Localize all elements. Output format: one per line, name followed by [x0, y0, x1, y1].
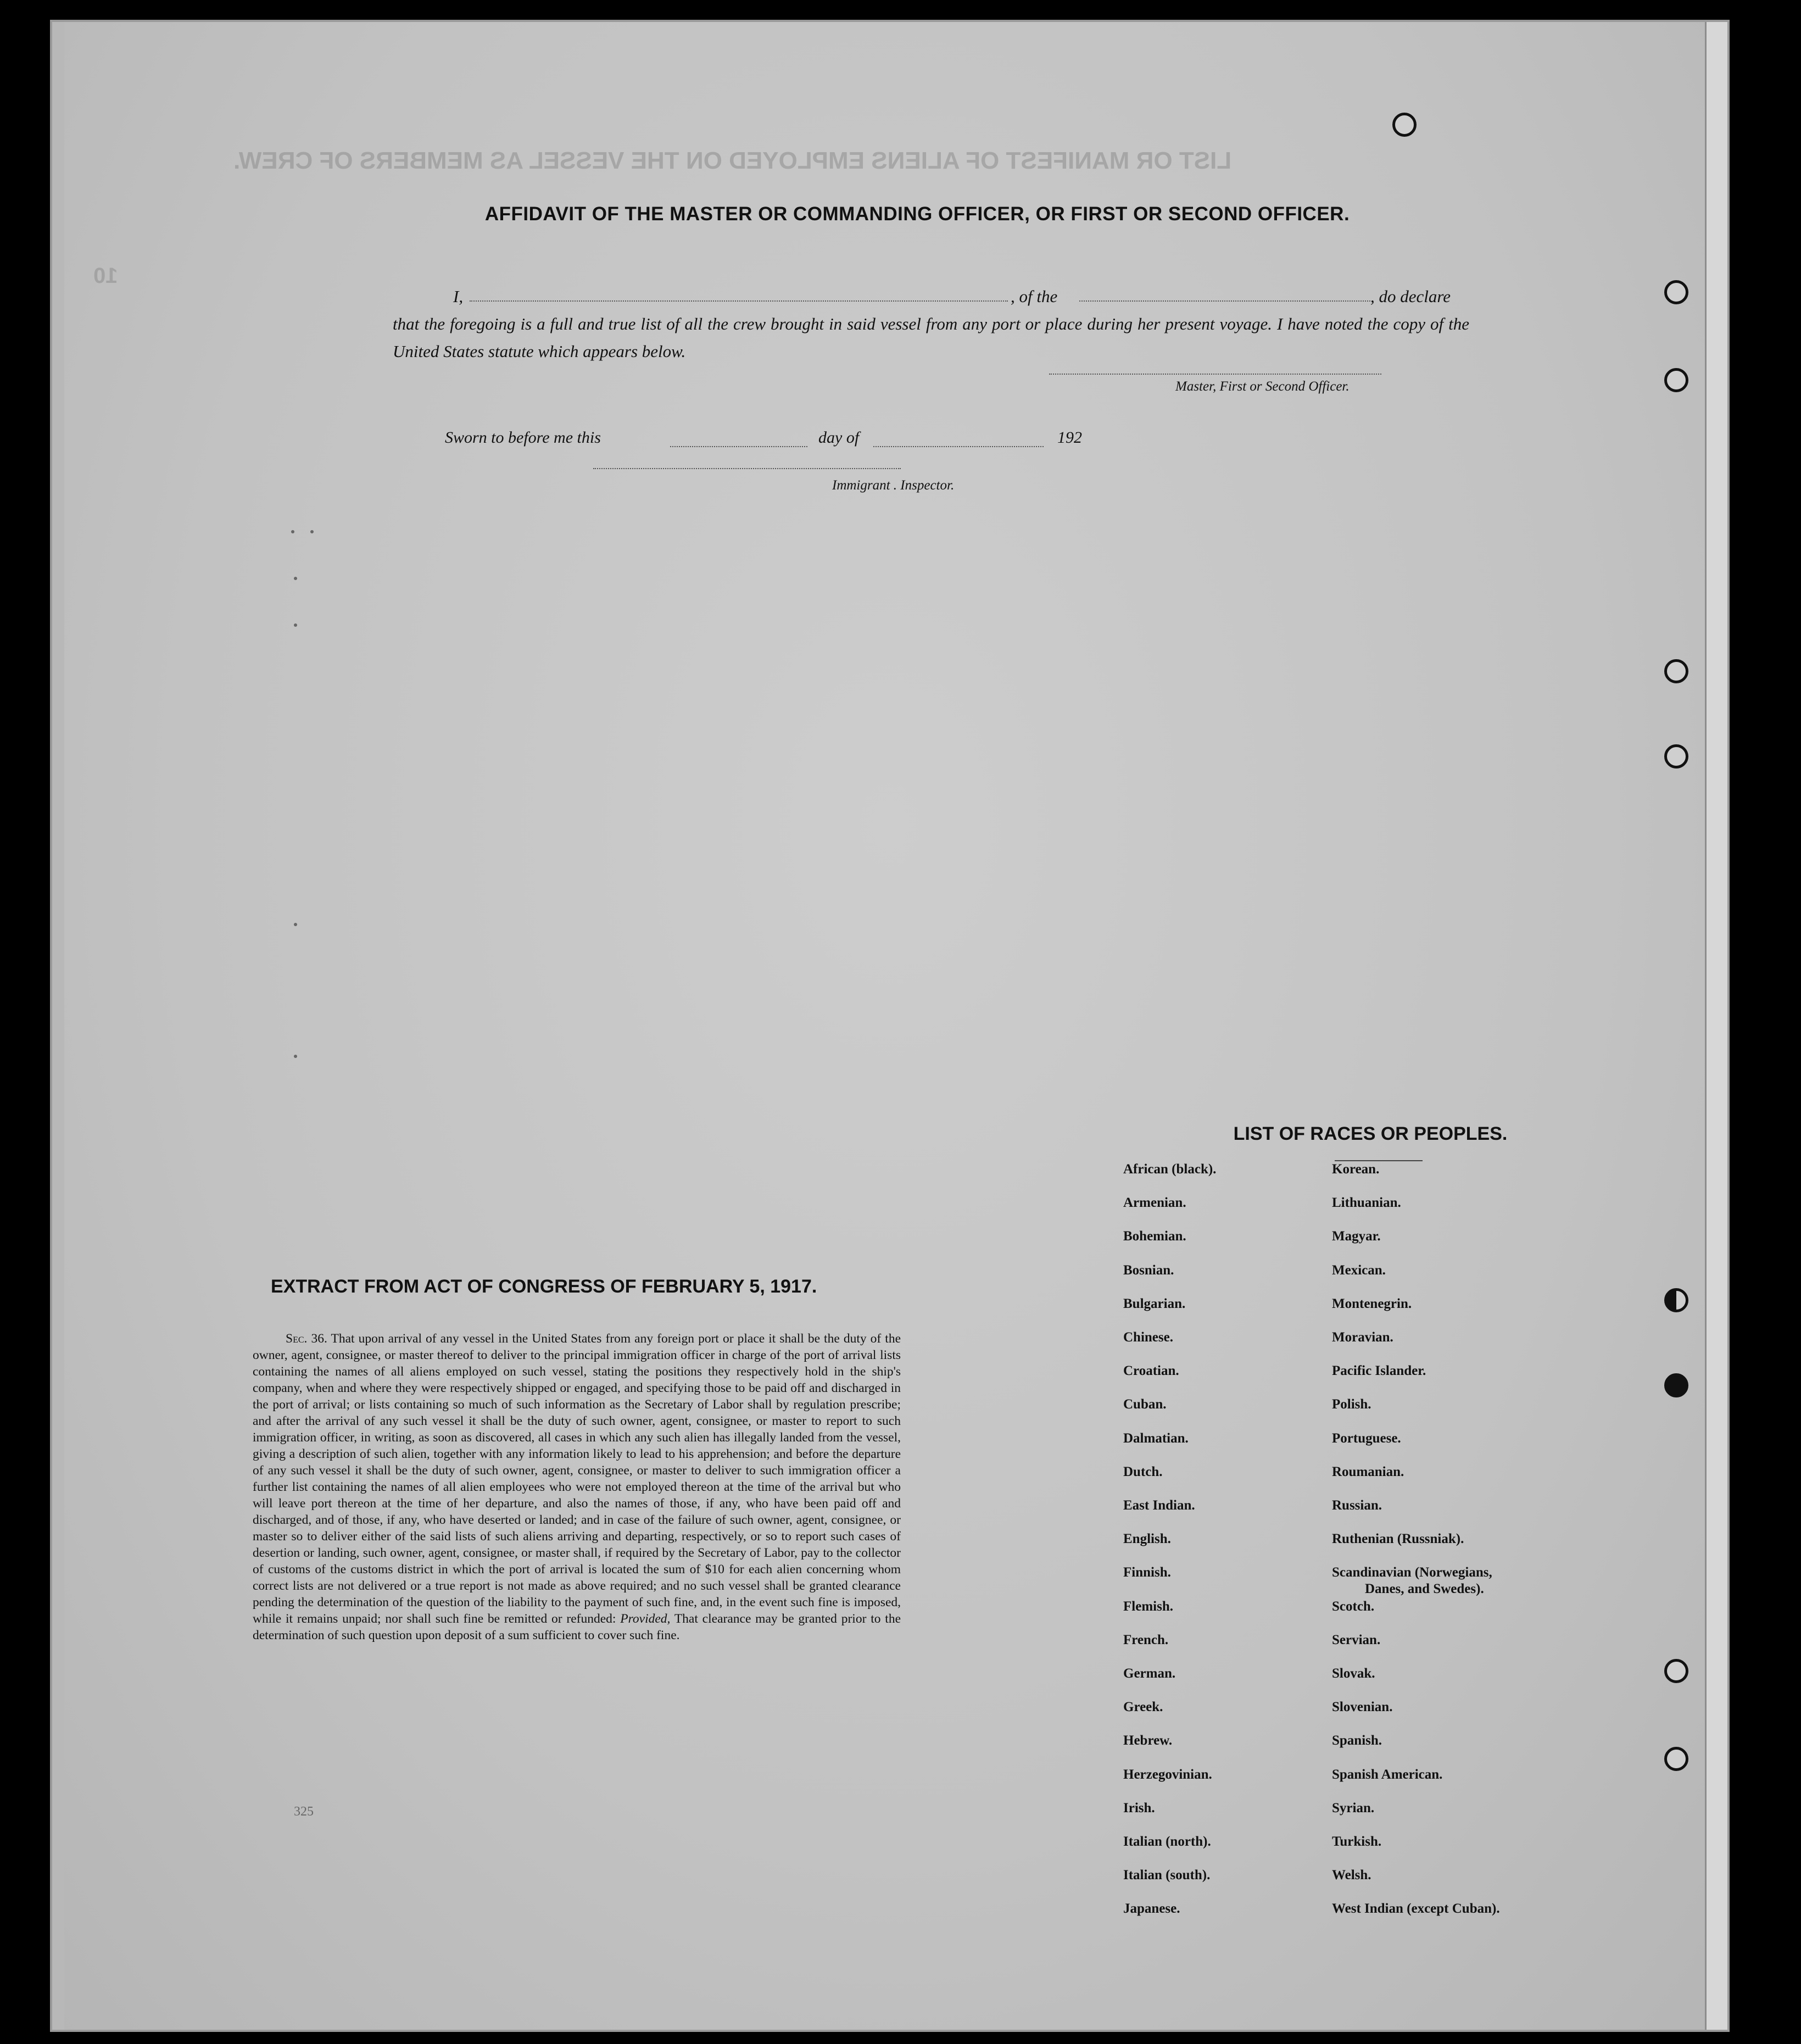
race-item: Spanish American.	[1332, 1767, 1443, 1782]
proviso-label: Provided,	[620, 1612, 671, 1626]
race-item: Scotch.	[1332, 1599, 1375, 1614]
race-item: Russian.	[1332, 1498, 1382, 1513]
document-sheet	[52, 22, 1727, 2030]
races-title-rule	[1335, 1160, 1423, 1161]
races-title: LIST OF RACES OR PEOPLES.	[1233, 1123, 1508, 1144]
section-label: Sec. 36.	[286, 1332, 327, 1346]
margin-dot	[294, 923, 297, 926]
race-item: Pacific Islander.	[1332, 1363, 1426, 1379]
race-item: Moravian.	[1332, 1330, 1393, 1345]
sworn-label: Sworn to before me this	[445, 428, 601, 447]
right-page-edge	[1705, 22, 1727, 2030]
binder-hole	[1392, 113, 1417, 137]
race-item: Lithuanian.	[1332, 1195, 1401, 1211]
race-item: East Indian.	[1123, 1498, 1195, 1513]
race-item: Dutch.	[1123, 1464, 1163, 1479]
bleed-through-page-number: 10	[93, 264, 118, 288]
margin-dot	[291, 530, 294, 533]
binder-hole	[1664, 280, 1688, 304]
race-item: Flemish.	[1123, 1599, 1173, 1614]
race-item: Ruthenian (Russniak).	[1332, 1531, 1464, 1547]
of-the-label: , of the	[1011, 287, 1058, 306]
race-item: Finnish.	[1123, 1565, 1171, 1580]
section-text: That upon arrival of any vessel in the United States from any foreign port or place it shall be the duty of the owner, agent, consignee, or master thereof to deliver to the principal immigration officer in charge of the port of arrival lists containing the names of all aliens employed on such vessel, stating the positions they respectively hold in the ship's company, when and where they were respectively shipped or engaged, and specifying those to be paid off and discharged in the port of arrival; or lists containing so much of such information as the Secretary of Labor shall by regulation prescribe; and after the arrival of any such vessel it shall be the duty of such owner, agent, consignee, or master to report to such immigration officer, in writing, as soon as discovered, all cases in which any such alien has illegally landed from the vessel, giving a description of such alien, together with any information likely to lead to his apprehension; and before the departure of any such vessel it shall be the duty of such owner, agent, consignee, or master to deliver to such immigration officer a further list containing the names of all alien employees who were not employed thereon at the time of the arrival but who will leave port thereon at the time of her departure, and also the names of those, if any, who have been paid off and discharged, and of those, if any, who have deserted or landed; and in case of the failure of such owner, agent, consignee, or master so to deliver either of the said lists of such aliens arriving and departing, respectively, or so to report such cases of desertion or landing, such owner, agent, consignee, or master shall, if required by the Secretary of Labor, pay to the collector of customs of the customs district in which the port of arrival is located the sum of $10 for each alien concerning whom correct lists are not delivered or a true report is not made as above required; and no such vessel shall be granted clearance pending the determination of the question of the liability to the payment of such fine, and, in the event such fine is imposed, while it remains unpaid; nor shall such fine be remitted or refunded:	[253, 1332, 901, 1626]
race-item: Montenegrin.	[1332, 1296, 1412, 1311]
affidavit-title: AFFIDAVIT OF THE MASTER OR COMMANDING OFFICER, OR FIRST OR SECOND OFFICER.	[484, 203, 1350, 225]
race-item: German.	[1123, 1666, 1176, 1681]
master-signature-caption: Master, First or Second Officer.	[1175, 379, 1350, 394]
race-item: Dalmatian.	[1123, 1430, 1189, 1446]
race-item: Bosnian.	[1123, 1262, 1174, 1278]
race-item: Bulgarian.	[1123, 1296, 1186, 1311]
binder-hole	[1664, 368, 1688, 392]
binder-hole	[1664, 1747, 1688, 1771]
race-item: Scandinavian (Norwegians,	[1332, 1565, 1492, 1580]
race-item: English.	[1123, 1531, 1171, 1547]
race-item: Mexican.	[1332, 1262, 1386, 1278]
inspector-signature-line[interactable]	[593, 468, 901, 469]
race-item: Syrian.	[1332, 1800, 1375, 1815]
race-item: Bohemian.	[1123, 1229, 1186, 1244]
race-item: Herzegovinian.	[1123, 1767, 1212, 1782]
race-item: Roumanian.	[1332, 1464, 1404, 1479]
race-item: Korean.	[1332, 1162, 1380, 1177]
margin-dot	[310, 530, 314, 533]
race-item: Slovenian.	[1332, 1700, 1393, 1715]
year-prefix: 192	[1057, 428, 1082, 447]
race-item: Cuban.	[1123, 1397, 1167, 1412]
race-item: Irish.	[1123, 1800, 1155, 1815]
master-signature-line[interactable]	[1049, 374, 1381, 375]
declaration-first-line	[393, 283, 1469, 310]
race-item: Armenian.	[1123, 1195, 1186, 1211]
sworn-line	[445, 428, 1104, 456]
race-item: Hebrew.	[1123, 1733, 1173, 1748]
race-item: Chinese.	[1123, 1330, 1173, 1345]
bleed-through-heading: LIST OR MANIFEST OF ALIENS EMPLOYED ON THE VESSEL AS MEMBERS OF CREW.	[233, 147, 1232, 174]
margin-dot	[294, 577, 297, 580]
binder-hole	[1664, 1373, 1688, 1397]
race-item: Spanish.	[1332, 1733, 1382, 1748]
race-item: Croatian.	[1123, 1363, 1179, 1379]
i-label: I,	[453, 287, 464, 306]
race-item: Turkish.	[1332, 1834, 1382, 1849]
race-item: French.	[1123, 1632, 1169, 1647]
sworn-month-field[interactable]	[873, 428, 1044, 447]
race-item: African (black).	[1123, 1162, 1217, 1177]
do-declare-label: , do declare	[1370, 287, 1451, 306]
race-item: West Indian (except Cuban).	[1332, 1901, 1500, 1917]
margin-dot	[294, 1055, 297, 1058]
margin-stamp-number: 325	[294, 1804, 314, 1819]
binder-hole	[1664, 744, 1688, 768]
race-item: Japanese.	[1123, 1901, 1180, 1917]
race-item: Slovak.	[1332, 1666, 1375, 1681]
race-item: Portuguese.	[1332, 1430, 1401, 1446]
binder-hole	[1664, 659, 1688, 683]
sworn-day-field[interactable]	[670, 428, 807, 447]
margin-dot	[294, 623, 297, 627]
race-item: Welsh.	[1332, 1868, 1371, 1883]
binder-hole	[1664, 1288, 1688, 1312]
extract-title: EXTRACT FROM ACT OF CONGRESS OF FEBRUARY 5, 1917.	[271, 1276, 817, 1297]
race-item: Greek.	[1123, 1700, 1163, 1715]
proviso-text: That clearance may be granted prior to the determination of such question upon deposit of a sum sufficient to cover such fine.	[253, 1612, 901, 1642]
affidavit-declaration	[393, 283, 1469, 365]
race-item: Polish.	[1332, 1397, 1371, 1412]
race-item: Servian.	[1332, 1632, 1381, 1647]
inspector-caption: Immigrant . Inspector.	[832, 478, 955, 493]
extract-body	[253, 1330, 901, 1644]
race-item: Italian (south).	[1123, 1868, 1211, 1883]
left-page-edge	[52, 22, 64, 2030]
race-item: Danes, and Swedes).	[1365, 1581, 1484, 1597]
vessel-name-field[interactable]	[1079, 283, 1370, 302]
day-of-label: day of	[818, 428, 860, 447]
race-item: Italian (north).	[1123, 1834, 1211, 1849]
declaration-text: that the foregoing is a full and true list of all the crew brought in said vessel from any port or place during her present voyage. I have noted the copy of the United States statute which appears below.	[393, 314, 1469, 361]
master-name-field[interactable]	[470, 283, 1008, 302]
binder-hole	[1664, 1659, 1688, 1683]
race-item: Magyar.	[1332, 1229, 1381, 1244]
